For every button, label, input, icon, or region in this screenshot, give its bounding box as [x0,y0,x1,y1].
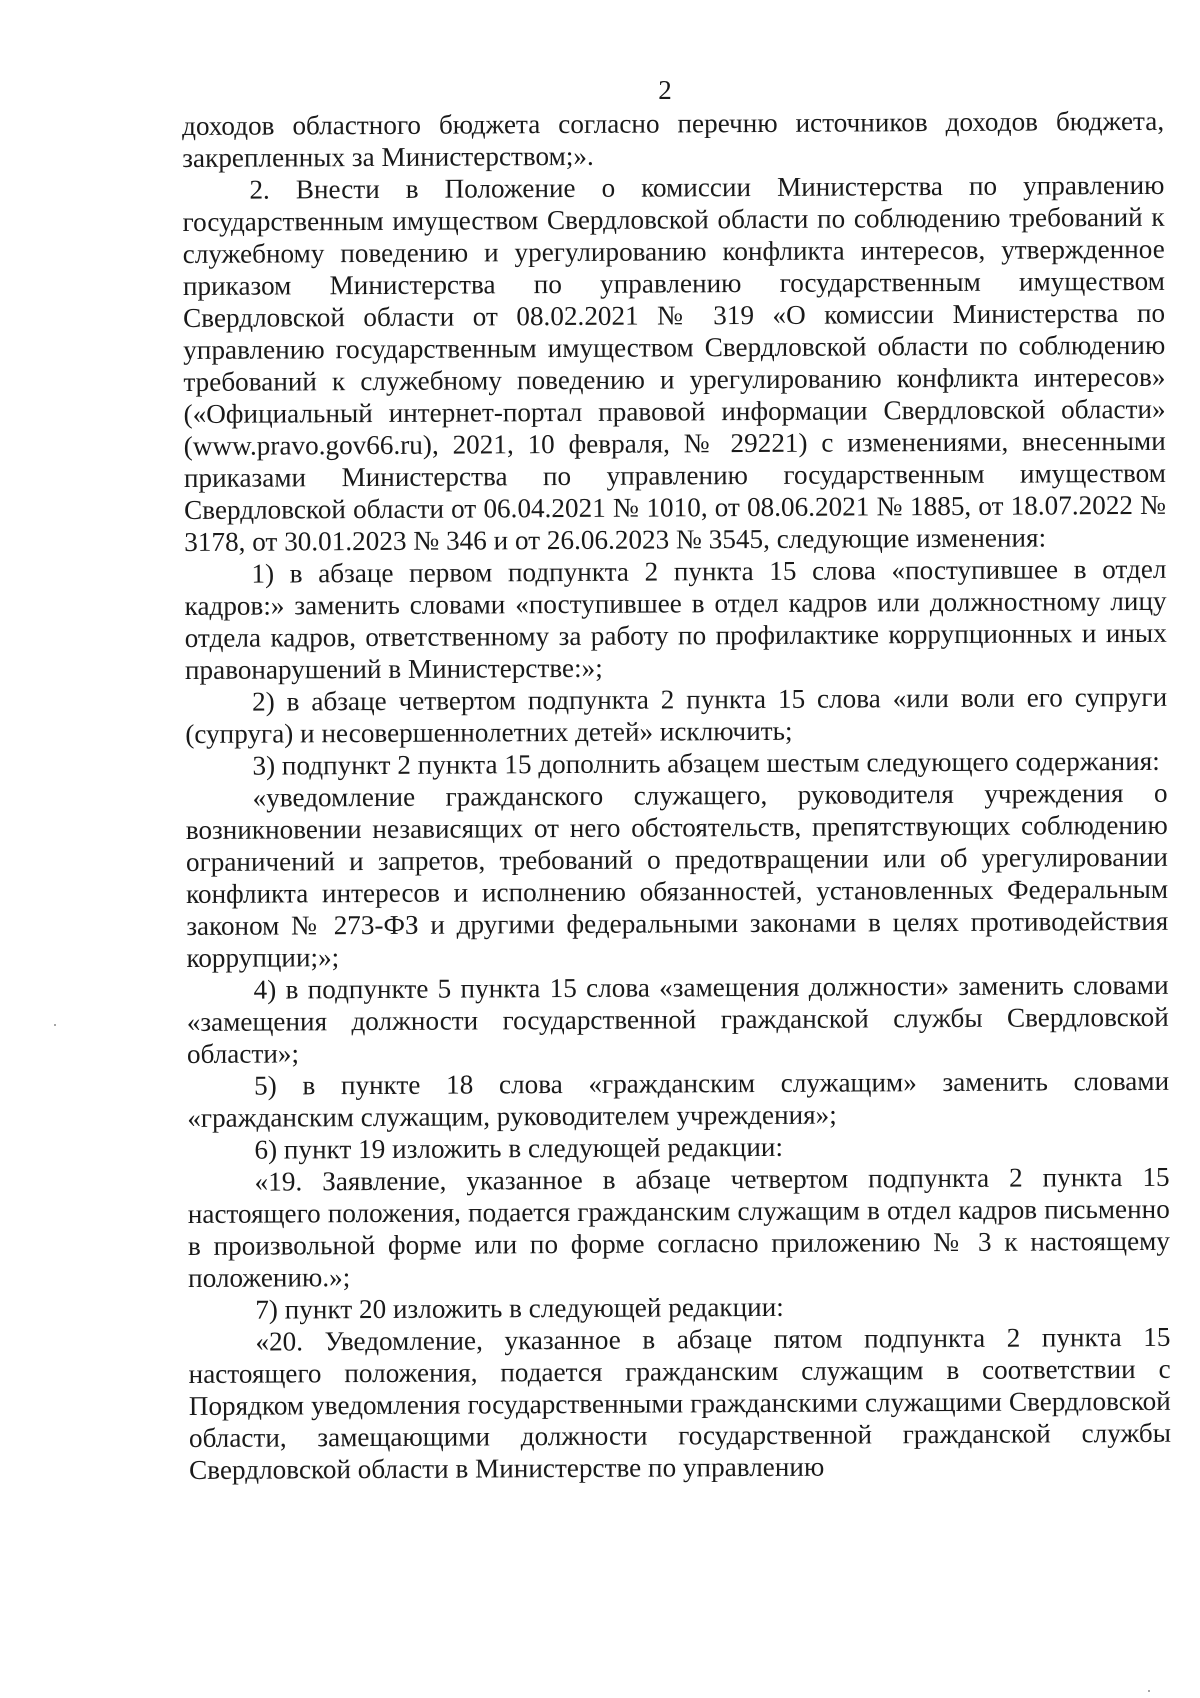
paragraph-subitem-4: 4) в подпункте 5 пункта 15 слова «замещения должности» заменить словами «замещения должности государственной гражданской службы Свердловской области»; [186,969,1169,1069]
scan-speck [1148,1690,1150,1692]
paragraph-subitem-7: 7) пункт 20 изложить в следующей редакции: [255,1291,784,1325]
paragraph-subitem-5: 5) в пункте 18 слова «гражданским служащим» заменить словами «гражданским служащим, руководителем учреждения»; [187,1065,1170,1133]
scan-speck [54,1024,56,1026]
page-number: 2 [658,75,672,105]
paragraph-item-2: 2. Внести в Положение о комиссии Министерства по управлению государственным имуществом Свердловской области по соблюдению требований к служебному поведению и урегулированию конфликта интересов, утвержденное приказом Министерства по управлению государственным имуществом Свердловской области от 08.02.2021 № 319 «О комиссии Министерства по управлению государственным имуществом Свердловской области по соблюдению требований к служебному поведению и урегулированию конфликта интересов» («Официальный интернет-портал правовой информации Свердловской области» (www.pravo.gov66.ru), 2021, 10 февраля, № 29221) с изменениями, внесенными приказами Министерства по управлению государственным имуществом Свердловской области от 06.04.2021 № 1010, от 08.06.2021 № 1885, от 18.07.2022 № 3178, от 30.01.2023 № 346 и от 26.06.2023 № 3545, следующие изменения: [182,169,1167,557]
paragraph-continuation: доходов областного бюджета согласно перечню источников доходов бюджета, закрепленных за Министерством;». [182,105,1165,173]
document-body [182,105,1171,1486]
paragraph-quoted-point-20: «20. Уведомление, указанное в абзаце пятом подпункта 2 пункта 15 настоящего положения, подается гражданским служащим в соответствии с Порядком уведомления государственными гражданскими служащими Свердловской области, замещающими должности государственной гражданской службы Свердловской области в Министерстве по управлению [188,1321,1172,1485]
paragraph-subitem-3: 3) подпункт 2 пункта 15 дополнить абзацем шестым следующего содержания: [252,745,1160,781]
paragraph-quoted-point-19: «19. Заявление, указанное в абзаце четвертом подпункта 2 пункта 15 настоящего положения, подается гражданским служащим в отдел кадров письменно в произвольной форме или по форме согласно приложению № 3 к настоящему положению.»; [187,1161,1171,1293]
paragraph-subitem-2: 2) в абзаце четвертом подпункта 2 пункта 15 слова «или воли его супруги (супруга) и несовершеннолетних детей» исключить; [185,681,1168,749]
paragraph-subitem-6: 6) пункт 19 изложить в следующей редакции: [254,1131,784,1165]
paragraph-subitem-1: 1) в абзаце первом подпункта 2 пункта 15 слова «поступившее в отдел кадров:» заменить словами «поступившее в отдел кадров или должностному лицу отдела кадров, ответственному за работу по профилактике коррупционных и иных правонарушений в Министерстве:»; [184,553,1167,685]
paragraph-quoted-notice: «уведомление гражданского служащего, руководителя учреждения о возникновении независящих от него обстоятельств, препятствующих соблюдению ограничений и запретов, требований о предотвращении или об урегулировании конфликта интересов и исполнению обязанностей, установленных Федеральным законом № 273-ФЗ и другими федеральными законами в целях противодействия коррупции;»; [185,777,1169,973]
